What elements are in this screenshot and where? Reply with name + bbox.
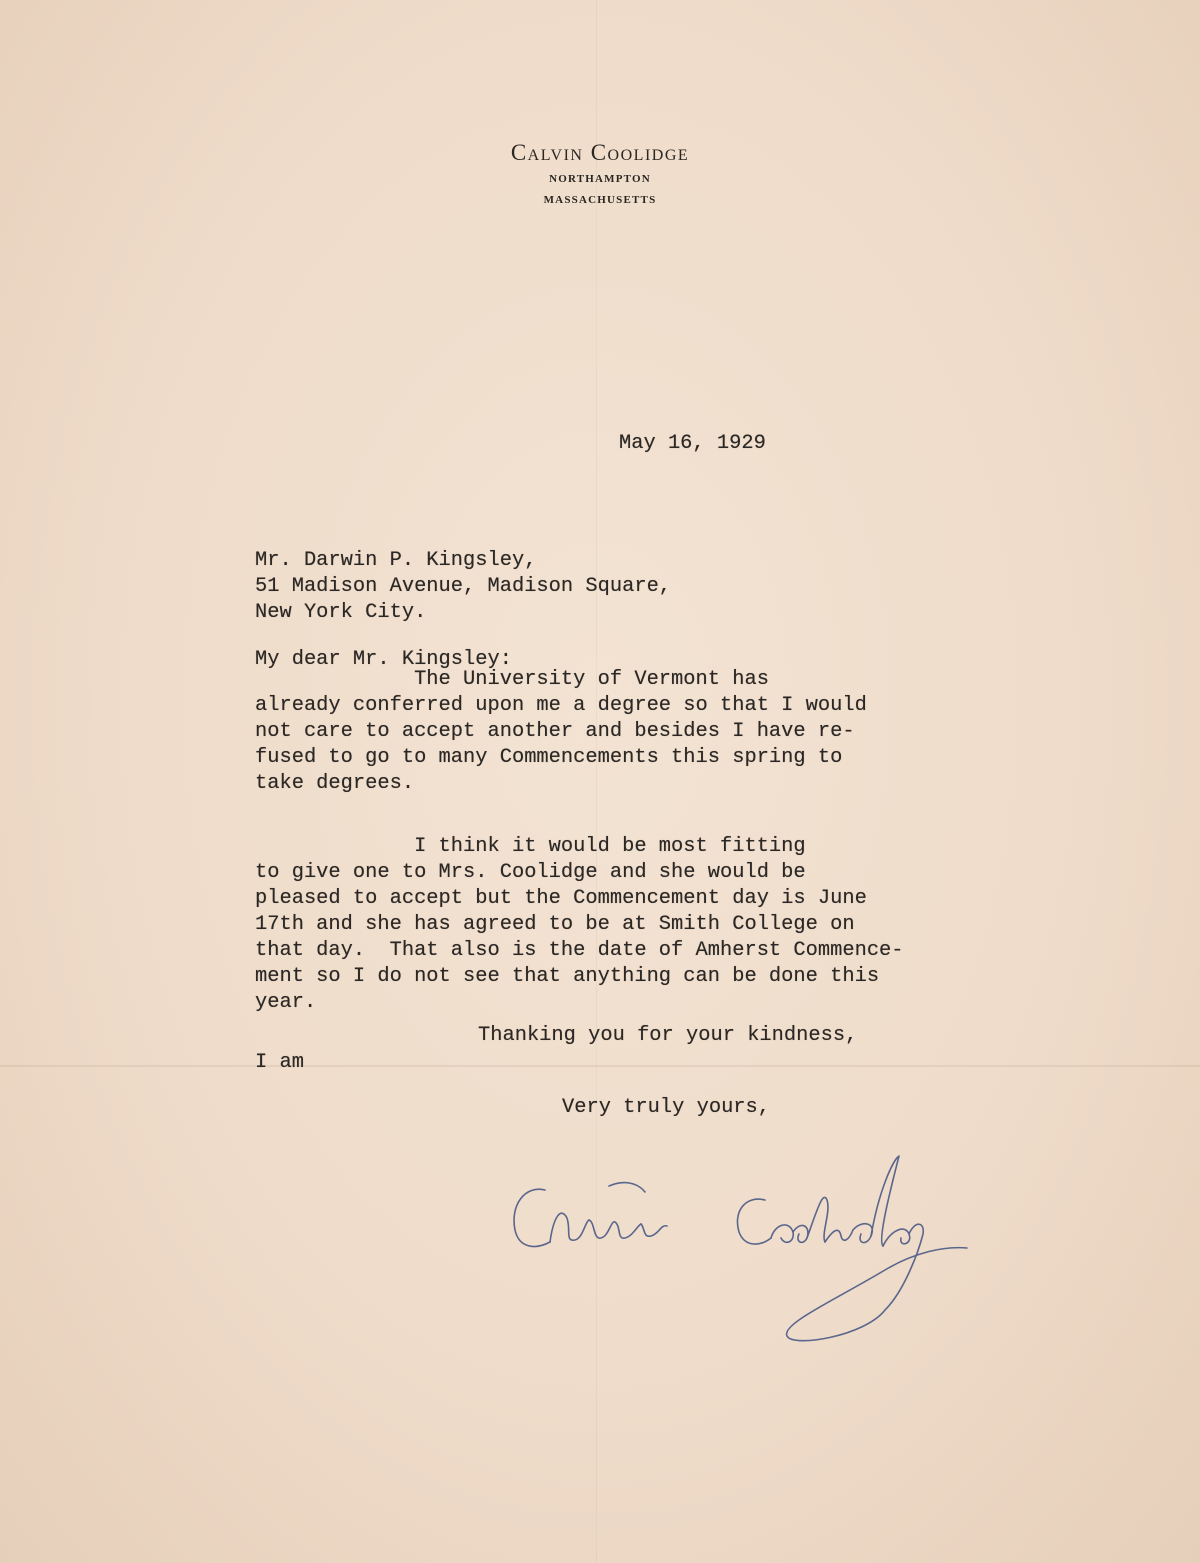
letterhead: [0, 140, 1200, 206]
closing-line: Very truly yours,: [562, 1096, 771, 1119]
address-line: 51 Madison Avenue, Madison Square,: [255, 575, 672, 598]
paragraph-line: ment so I do not see that anything can be done this: [255, 965, 880, 988]
paragraph-line: that day. That also is the date of Amherst Commence-: [255, 939, 904, 962]
paragraph-line: year.: [255, 991, 317, 1014]
letterhead-name: Calvin Coolidge: [510, 140, 690, 165]
paragraph-line: 17th and she has agreed to be at Smith College on: [255, 913, 855, 936]
paragraph-line: already conferred upon me a degree so that I would: [255, 694, 867, 717]
address-line: New York City.: [255, 601, 427, 624]
letter-date: May 16, 1929: [619, 432, 766, 455]
fold-crease-horizontal: [0, 1065, 1200, 1067]
paragraph-2: [255, 834, 904, 1016]
handwritten-signature: [505, 1150, 975, 1350]
paragraph-line: not care to accept another and besides I have re-: [255, 720, 855, 743]
paragraph-line: pleased to accept but the Commencement day is June: [255, 887, 867, 910]
paragraph-line: take degrees.: [255, 772, 415, 795]
letterhead-city: NORTHAMPTON: [549, 173, 651, 185]
recipient-address: [255, 548, 671, 626]
thanks-line: Thanking you for your kindness,: [478, 1024, 858, 1047]
paragraph-line: I think it would be most fitting: [255, 835, 806, 858]
salutation: My dear Mr. Kingsley:: [255, 648, 512, 671]
letterhead-state: MASSACHUSETTS: [543, 194, 657, 206]
paragraph-line: The University of Vermont has: [255, 668, 769, 691]
paragraph-line: fused to go to many Commencements this spring to: [255, 746, 843, 769]
paragraph-line: to give one to Mrs. Coolidge and she would be: [255, 861, 806, 884]
address-line: Mr. Darwin P. Kingsley,: [255, 549, 537, 572]
i-am-line: I am: [255, 1051, 304, 1074]
paragraph-1: [255, 667, 867, 797]
